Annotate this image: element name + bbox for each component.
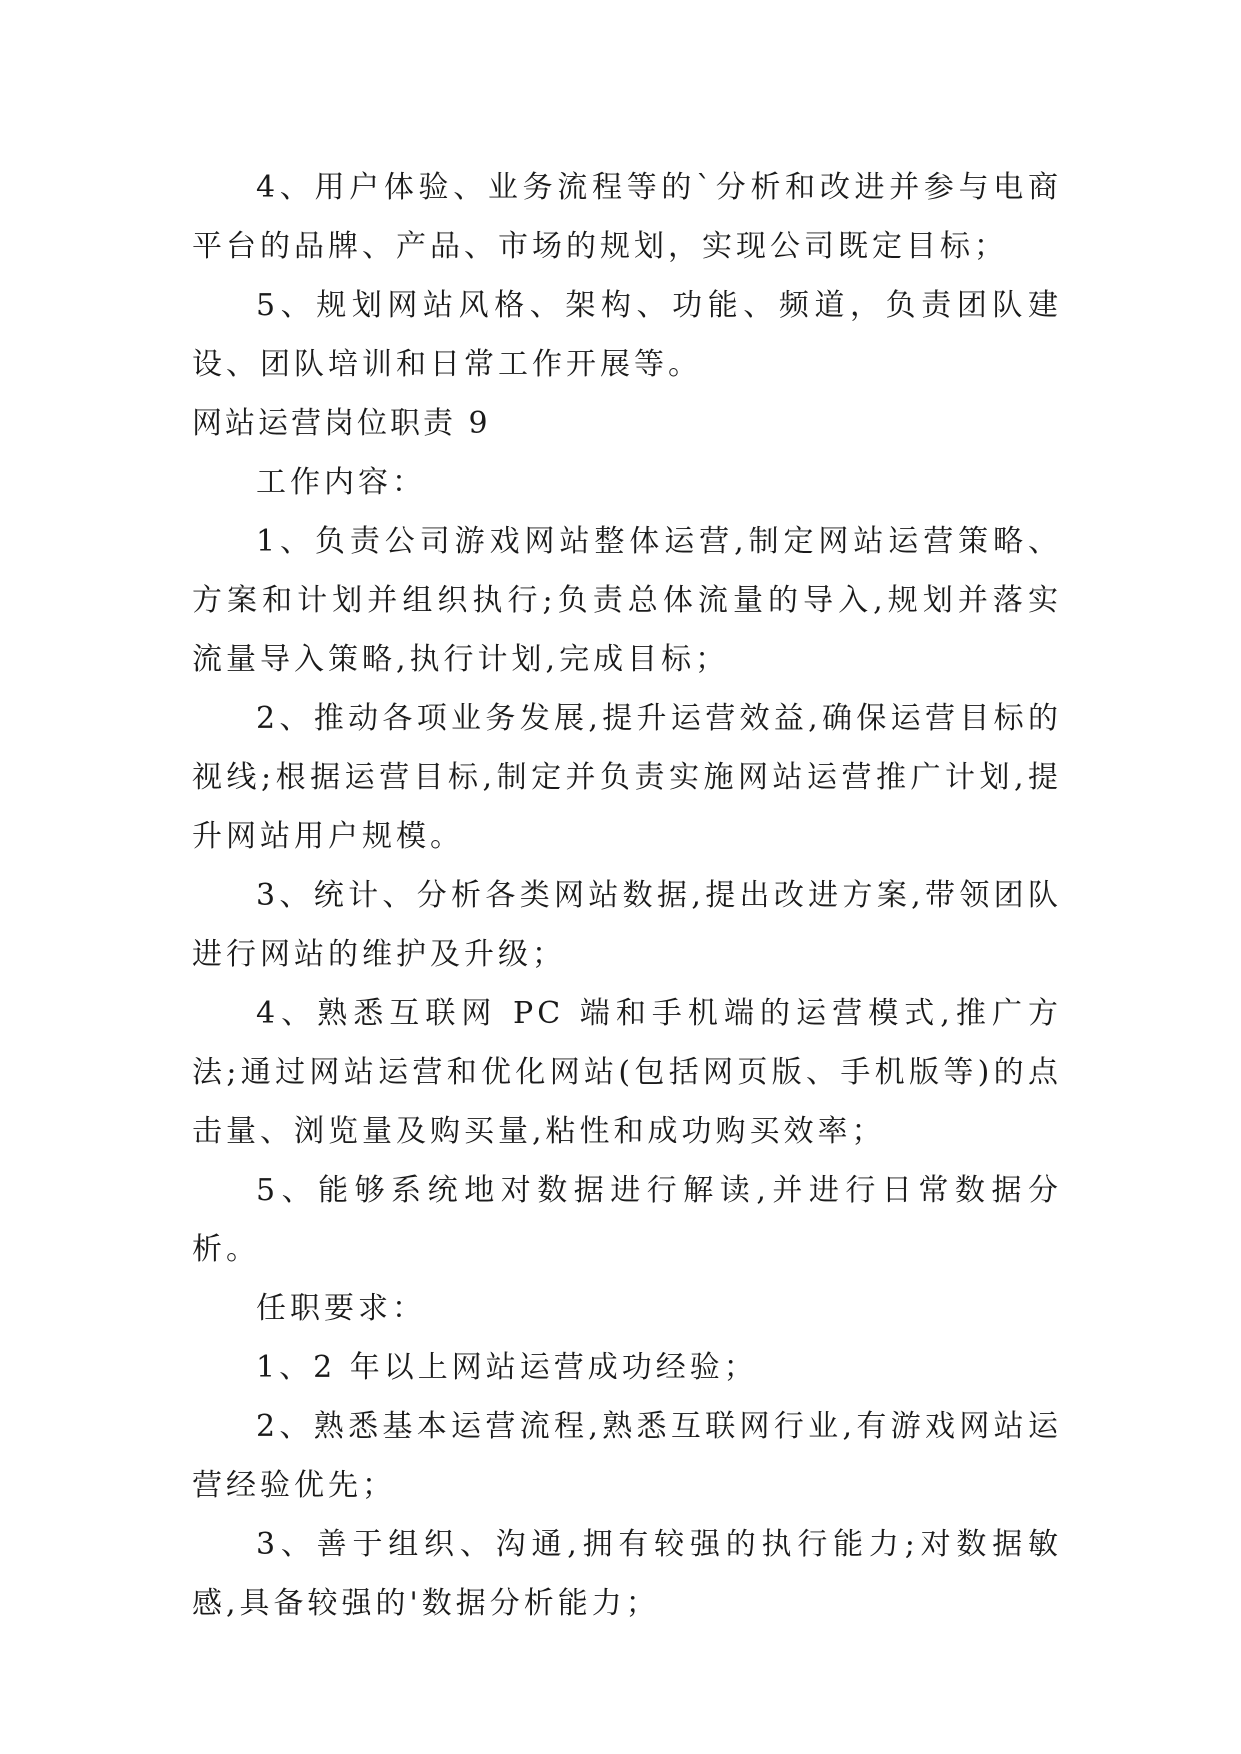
document-body bbox=[192, 158, 1062, 1633]
section-heading: 网站运营岗位职责 9 bbox=[192, 406, 491, 441]
duty-item-5: 5、能够系统地对数据进行解读,并进行日常数据分析。 bbox=[192, 1173, 1062, 1267]
duty-item-4: 4、熟悉互联网 PC 端和手机端的运营模式,推广方法;通过网站运营和优化网站(包括网页版、手机版等)的点击量、浏览量及购买量,粘性和成功购买效率； bbox=[192, 996, 1062, 1149]
paragraph-4-user-experience: 4、用户体验、业务流程等的`分析和改进并参与电商平台的品牌、产品、市场的规划，实现公司既定目标； bbox=[192, 170, 1062, 264]
paragraph-5-site-planning: 5、规划网站风格、架构、功能、频道，负责团队建设、团队培训和日常工作开展等。 bbox=[192, 288, 1062, 382]
requirement-item-3: 3、善于组织、沟通,拥有较强的执行能力;对数据敏感,具备较强的'数据分析能力； bbox=[192, 1527, 1062, 1621]
work-content-label: 工作内容： bbox=[256, 465, 426, 500]
duty-item-3: 3、统计、分析各类网站数据,提出改进方案,带领团队进行网站的维护及升级； bbox=[192, 878, 1062, 972]
duty-item-2: 2、推动各项业务发展,提升运营效益,确保运营目标的视线;根据运营目标,制定并负责实施网站运营推广计划,提升网站用户规模。 bbox=[192, 701, 1062, 854]
duty-item-1: 1、负责公司游戏网站整体运营,制定网站运营策略、方案和计划并组织执行;负责总体流量的导入,规划并落实流量导入策略,执行计划,完成目标； bbox=[192, 524, 1062, 677]
requirement-item-1: 1、2 年以上网站运营成功经验； bbox=[256, 1350, 758, 1385]
requirement-item-2: 2、熟悉基本运营流程,熟悉互联网行业,有游戏网站运营经验优先； bbox=[192, 1409, 1062, 1503]
requirements-label: 任职要求： bbox=[256, 1291, 426, 1326]
